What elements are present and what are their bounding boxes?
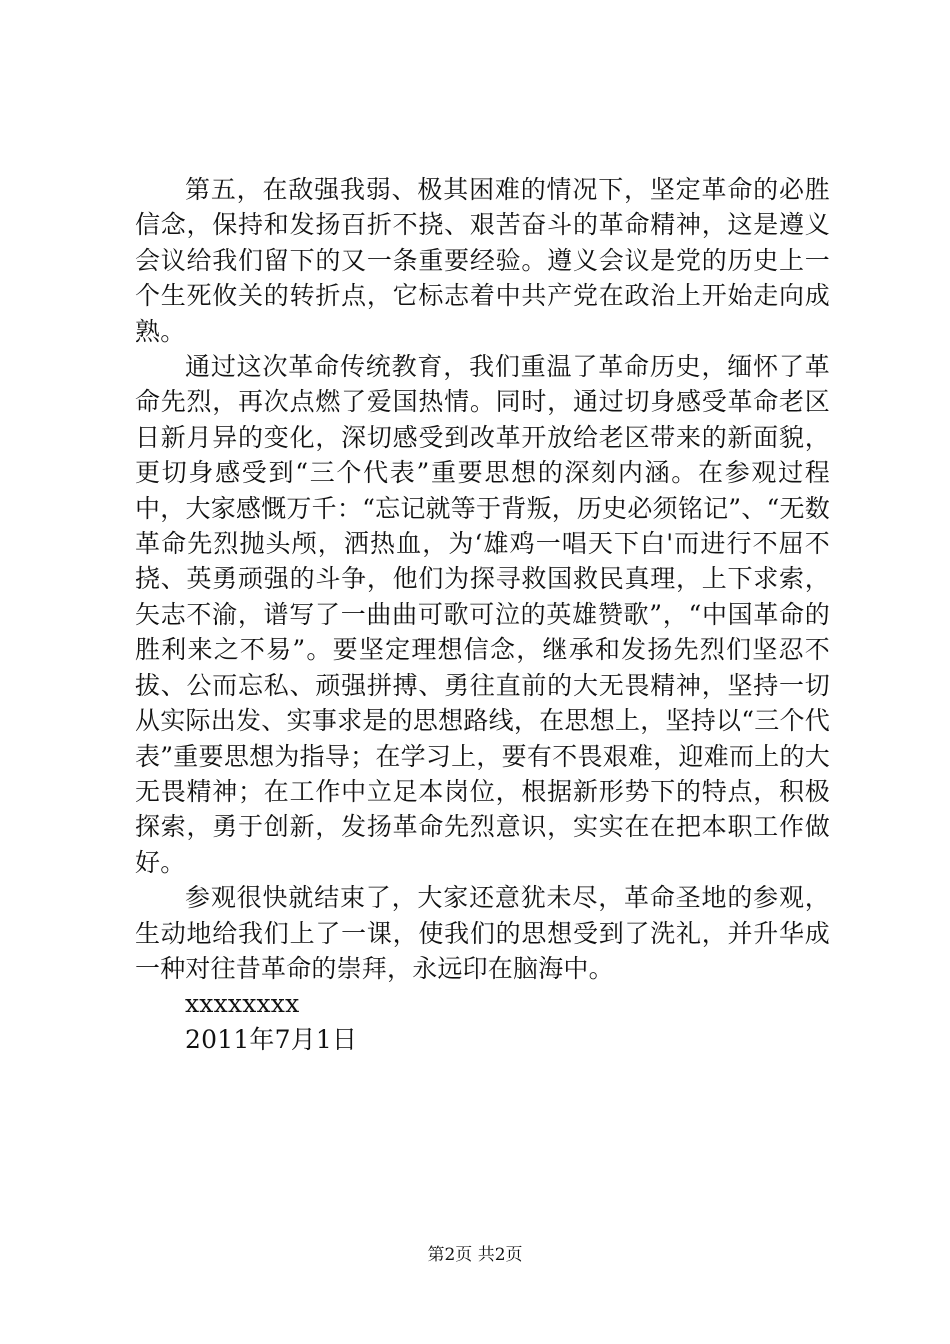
paragraph-2: 通过这次革命传统教育，我们重温了革命历史，缅怀了革命先烈，再次点燃了爱国热情。同时，通过切身感受革命老区日新月异的变化，深切感受到改革开放给老区带来的新面貌，更切身感受到“三个代表”重要思想的深刻内涵。在参观过程中，大家感慨万千：“忘记就等于背叛，历史必须铭记”、“无数革命先烈抛头颅，洒热血，为‘雄鸡一唱天下白'而进行不屈不挠、英勇顽强的斗争，他们为探寻救国救民真理，上下求索，矢志不渝，谱写了一曲曲可歌可泣的英雄赞歌”，“中国革命的胜利来之不易”。要坚定理想信念，继承和发扬先烈们坚忍不拔、公而忘私、顽强拼搏、勇往直前的大无畏精神，坚持一切从实际出发、实事求是的思想路线，在思想上，坚持以“三个代表”重要思想为指导；在学习上，要有不畏艰难，迎难而上的大无畏精神；在工作中立足本岗位，根据新形势下的特点，积极探索，勇于创新，发扬革命先烈意识，实实在在把本职工作做好。 <box>135 352 830 877</box>
document-date: 2011年7月1日 <box>185 1024 358 1054</box>
page-number-footer: 第2页 共2页 <box>427 1245 523 1265</box>
signature: xxxxxxxx <box>185 989 300 1019</box>
paragraph-3: 参观很快就结束了，大家还意犹未尽，革命圣地的参观，生动地给我们上了一课，使我们的思想受到了洗礼，并升华成一种对往昔革命的崇拜，永远印在脑海中。 <box>135 883 830 983</box>
document-body <box>135 172 830 1057</box>
paragraph-1: 第五，在敌强我弱、极其困难的情况下，坚定革命的必胜信念，保持和发扬百折不挠、艰苦奋斗的革命精神，这是遵义会议给我们留下的又一条重要经验。遵义会议是党的历史上一个生死攸关的转折点，它标志着中共产党在政治上开始走向成熟。 <box>135 175 830 346</box>
